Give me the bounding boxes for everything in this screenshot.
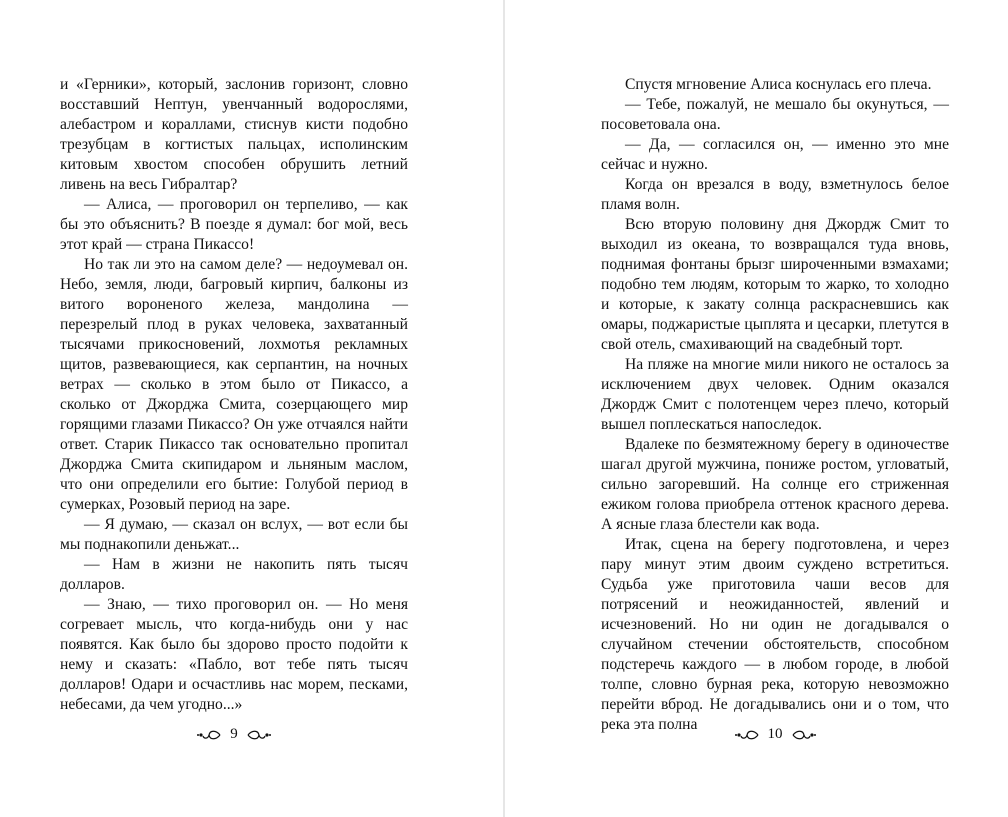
paragraph: — Нам в жизни не накопить пять тысяч долларов.	[60, 556, 408, 593]
paragraph: — Да, — согласился он, — именно это мне сейчас и нужно.	[601, 136, 949, 173]
paragraph: и «Герники», который, заслонив горизонт, словно восставший Нептун, увенчанный водорослями, алебастром и кораллами, стиснув кисти подобно трезубцам в когтистых пальцах, исполинским китовым хвостом способен обрушить летний ливень на весь Гибралтар?	[60, 76, 408, 193]
paragraph: Когда он врезался в воду, взметнулось белое пламя волн.	[601, 176, 949, 213]
floral-ornament-right-icon	[791, 728, 817, 742]
left-page-text	[60, 75, 408, 715]
floral-ornament-left-icon	[196, 728, 222, 742]
paragraph: — Алиса, — проговорил он терпеливо, — как бы это объяснить? В поезде я думал: бог мой, весь этот край — страна Пикассо!	[60, 196, 408, 253]
paragraph: Но так ли это на самом деле? — недоумевал он. Небо, земля, люди, багровый кирпич, балконы из витого вороненого железа, мандолина — перезрелый плод в руках человека, захватанный тысячами прикосновений, лохмотья рекламных щитов, развевающиеся, как серпантин, на ночных ветрах — сколько в этом было от Пикассо, а сколько от Джорджа Смита, созерцающего мир горящими глазами Пикассо? Он уже отчаялся найти ответ. Старик Пикассо так основательно пропитал Джорджа Смита скипидаром и льняным маслом, что они определили его бытие: Голубой период в сумерках, Розовый период на заре.	[60, 256, 408, 513]
floral-ornament-left-icon	[734, 728, 760, 742]
floral-ornament-right-icon	[246, 728, 272, 742]
paragraph: Всю вторую половину дня Джордж Смит то выходил из океана, то возвращался туда вновь, поднимая фонтаны брызг широченными взмахами; подобно тем людям, которым то жарко, то холодно и которые, к закату солнца раскрасневшись как омары, поджаристые цыплята и цесарки, плетутся в свой отель, смахивающий на свадебный торт.	[601, 216, 949, 353]
page-number: 9	[230, 726, 238, 742]
page-number-folio	[60, 726, 408, 743]
page-number-folio	[601, 726, 949, 743]
paragraph: Спустя мгновение Алиса коснулась его плеча.	[625, 76, 932, 93]
right-page-text	[601, 75, 949, 735]
paragraph: Вдалеке по безмятежному берегу в одиночестве шагал другой мужчина, пониже ростом, угловатый, сильно загоревший. На солнце его стриженная ежиком голова приобрела оттенок красного дерева. А ясные глаза блестели как вода.	[601, 436, 949, 533]
page-number: 10	[767, 726, 783, 742]
left-page	[0, 0, 503, 817]
paragraph: — Знаю, — тихо проговорил он. — Но меня согревает мысль, что когда-нибудь они у нас появятся. Как было бы здорово просто подойти к нему и сказать: «Пабло, вот тебе пять тысяч долларов! Одари и осчастливь нас морем, песками, небесами, да чем угодно...»	[60, 596, 408, 713]
right-page	[505, 0, 1008, 817]
paragraph: На пляже на многие мили никого не осталось за исключением двух человек. Одним оказался Джордж Смит с полотенцем через плечо, который вышел поплескаться напоследок.	[601, 356, 949, 433]
paragraph: — Я думаю, — сказал он вслух, — вот если бы мы поднакопили деньжат...	[60, 516, 408, 553]
paragraph: — Тебе, пожалуй, не мешало бы окунуться, — посоветовала она.	[601, 96, 949, 133]
paragraph: Итак, сцена на берегу подготовлена, и через пару минут этим двоим суждено встретиться. Судьба уже приготовила чаши весов для потрясений и неожиданностей, явлений и исчезновений. Но ни один не догадывался о случайном стечении обстоятельств, способном подстеречь каждого — в любом городе, в любой толпе, словно бурная река, которую невозможно перейти вброд. Не догадывались они и о том, что река эта полна	[601, 536, 949, 733]
